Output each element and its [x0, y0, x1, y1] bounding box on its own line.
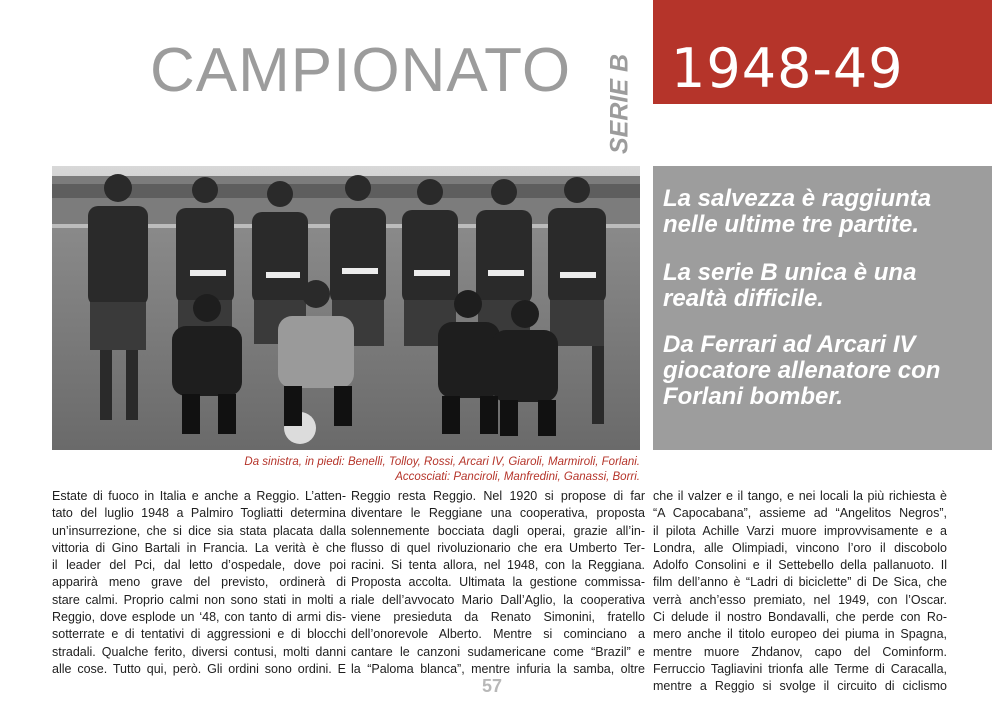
team-photo: [52, 166, 640, 450]
caption-crouching: Accosciati: Panciroli, Manfredini, Ganassi, Borri.: [395, 471, 640, 483]
body-line: che il valzer e il tango, e nei locali la più richiesta è: [653, 489, 947, 503]
body-line: solennemente bocciata dagli operai, grazie all’in-: [351, 523, 645, 538]
page-title: CAMPIONATO: [150, 36, 572, 105]
body-line: Reggio, dove esplode un ‘48, con tanto di armi dis-: [52, 610, 346, 625]
body-line: dell’onorevole Alberto. Mentre si cominciano a: [351, 627, 645, 642]
text-column-1: [52, 488, 346, 678]
body-line: Londra, alle Olimpiadi, vincono l’oro il discobolo: [653, 540, 947, 555]
body-line: film dell’anno è “Ladri di biciclette” di De Sica, che: [653, 575, 947, 590]
text-column-3: [653, 488, 947, 696]
body-line: Ci delude il nostro Bondavalli, che perde con Ro-: [653, 610, 947, 625]
section-subtitle-text: SERIE B: [605, 53, 634, 155]
body-line: sotterrate e di tentativi di aggressioni e di blocchi: [52, 627, 346, 642]
body-line: un’insurrezione, che si dice sia stata placata dalla: [52, 523, 346, 538]
photo-caption: [52, 455, 640, 485]
body-line: il leader del Pci, dal letto d’ospedale, dove poi: [52, 558, 346, 573]
body-line: il pilota Achille Varzi muore improvvisamente e a: [653, 523, 947, 538]
caption-standing: Da sinistra, in piedi: Benelli, Tolloy, Rossi, Arcari IV, Giaroli, Marmiroli, Forlani.: [244, 456, 640, 468]
body-line: Adolfo Consolini e il Settebello della pallanuoto. Il: [653, 558, 947, 573]
headline-3: Da Ferrari ad Arcari IV giocatore allenatore con Forlani bomber.: [663, 331, 941, 410]
text-column-2: [351, 488, 645, 678]
body-line: verrà anch’esso premiato, nel 1949, con l’Oscar.: [653, 592, 947, 607]
season-banner: [653, 0, 992, 104]
body-line: la “Paloma blanca”, mentre infuria la samba, oltre: [351, 661, 645, 676]
body-line: cantare le canzoni sudamericane come “Brazil” e: [351, 644, 645, 659]
body-line: alle cose. Tutto qui, però. Gli ordini sono ordini. E: [52, 661, 346, 676]
body-line: mero anche il titolo europeo dei piuma in Spagna,: [653, 627, 947, 642]
body-line: diventare le Reggiane una cooperativa, proposta: [351, 506, 645, 521]
body-line: racini. Si tenta allora, nel 1948, con la Reggiana.: [351, 558, 645, 573]
body-line: riale dell’avvocato Mario Dall’Aglio, la cooperativa: [351, 592, 645, 607]
body-line: “A Capocabana”, assieme ad “Angelitos Negros”,: [653, 506, 947, 521]
body-line: Ferruccio Tagliavini trionfa alle Terme di Caracalla,: [653, 661, 947, 676]
body-line: viene presieduta da Renato Simonini, fratello: [351, 610, 645, 625]
body-line: tato del luglio 1948 a Palmiro Togliatti determina: [52, 506, 346, 521]
team-photo-illustration: [52, 166, 640, 450]
body-line: Estate di fuoco in Italia e anche a Reggio. L’atten-: [52, 489, 346, 503]
body-line: vittoria di Gino Bartali in Francia. La verità è che: [52, 540, 346, 555]
headline-2: La serie B unica è una realtà difficile.: [663, 259, 917, 312]
body-line: mentre a Reggio si svolge il circuito di ciclismo: [653, 679, 947, 694]
body-line: Reggio resta Reggio. Nel 1920 si propose di far: [351, 489, 645, 503]
body-line: flusso di quel rivoluzionario che era Umberto Ter-: [351, 540, 645, 555]
section-subtitle: [604, 42, 636, 166]
body-line: stradali. Qualche ferito, diversi contusi, molti danni: [52, 644, 346, 659]
body-line: Proposta accolta. Ultimata la gestione commissa-: [351, 575, 645, 590]
body-line: stare calmi. Proprio calmi non sono stati in molti a: [52, 592, 346, 607]
headline-1: La salvezza è raggiunta nelle ultime tre partite.: [663, 185, 932, 238]
headline-panel: [653, 166, 992, 450]
page-number: 57: [482, 676, 503, 696]
season-label: 1948-49: [671, 37, 904, 100]
body-line: apparirà meno grave del previsto, ordinerà di: [52, 575, 346, 590]
body-line: mentre muore Zhdanov, capo del Cominform.: [653, 644, 947, 659]
